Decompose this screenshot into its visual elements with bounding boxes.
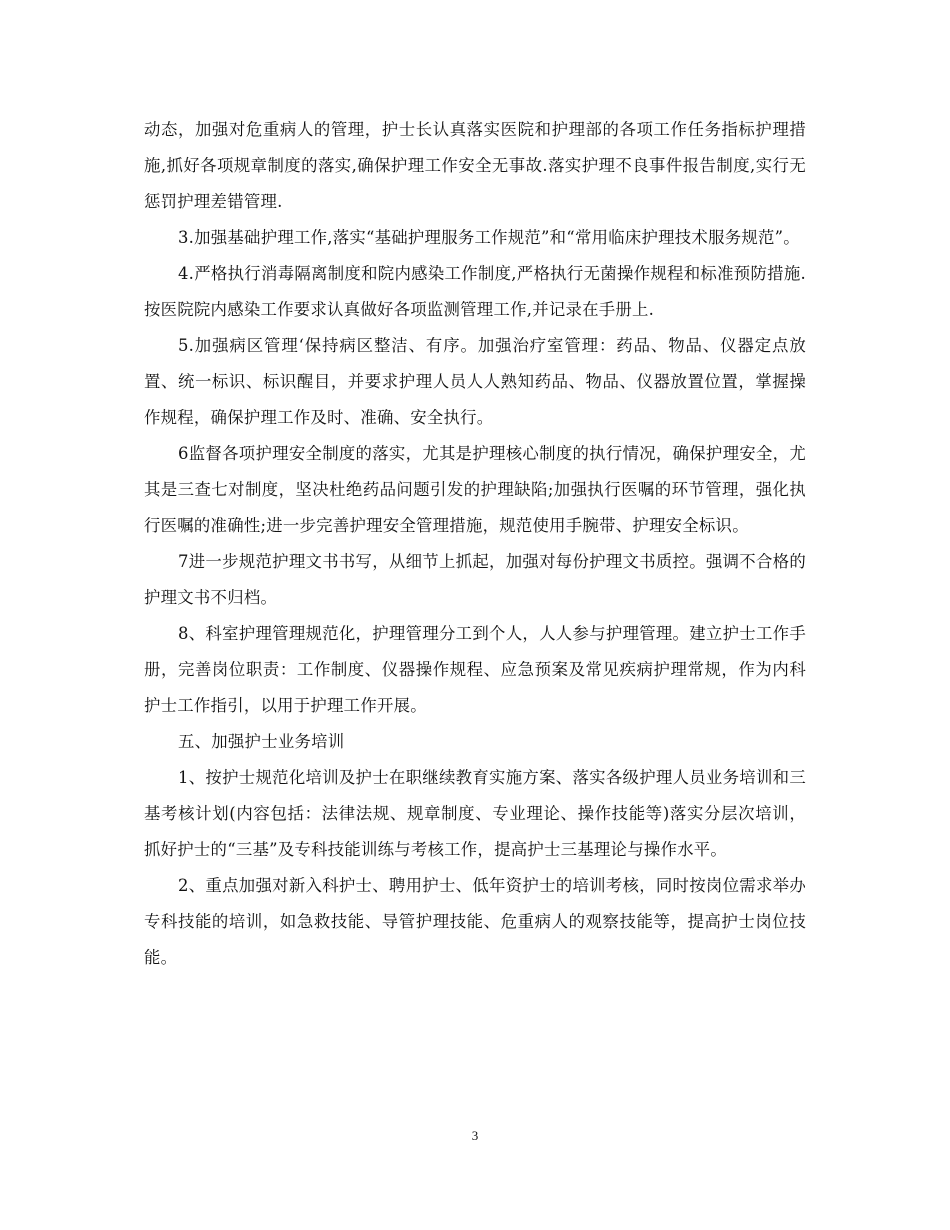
paragraph-item-3: 3.加强基础护理工作,落实“基础护理服务工作规范”和“常用临床护理技术服务规范”。 — [178, 228, 800, 247]
paragraph-item-6: 6监督各项护理安全制度的落实，尤其是护理核心制度的执行情况，确保护理安全，尤其是三查七对制度，坚决杜绝药品问题引发的护理缺陷;加强执行医嘱的环节管理，强化执行医嘱的准确性;进一步完善护理安全管理措施，规范使用手腕带、护理安全标识。 — [144, 444, 806, 535]
paragraph-item-5: 5.加强病区管理‘保持病区整洁、有序。加强治疗室管理：药品、物品、仪器定点放置、统一标识、标识醒目，并要求护理人员人人熟知药品、物品、仪器放置位置，掌握操作规程，确保护理工作及时、准确、安全执行。 — [144, 336, 806, 427]
paragraph-continuation: 动态，加强对危重病人的管理，护士长认真落实医院和护理部的各项工作任务指标护理措施,抓好各项规章制度的落实,确保护理工作安全无事故.落实护理不良事件报告制度,实行无惩罚护理差错管理. — [144, 120, 806, 211]
paragraph-item-7: 7进一步规范护理文书书写，从细节上抓起，加强对每份护理文书质控。强调不合格的护理文书不归档。 — [144, 552, 806, 607]
section-heading: 五、加强护士业务培训 — [178, 732, 345, 751]
document-body — [144, 112, 806, 976]
paragraph-training-2: 2、重点加强对新入科护士、聘用护士、低年资护士的培训考核，同时按岗位需求举办专科技能的培训，如急救技能、导管护理技能、危重病人的观察技能等，提高护士岗位技能。 — [144, 876, 806, 967]
page-number: 3 — [471, 1128, 479, 1143]
paragraph-item-8: 8、科室护理管理规范化，护理管理分工到个人，人人参与护理管理。建立护士工作手册，完善岗位职责：工作制度、仪器操作规程、应急预案及常见疾病护理常规，作为内科护士工作指引，以用于护理工作开展。 — [144, 624, 806, 715]
paragraph-item-4: 4.严格执行消毒隔离制度和院内感染工作制度,严格执行无菌操作规程和标准预防措施.按医院院内感染工作要求认真做好各项监测管理工作,并记录在手册上. — [144, 264, 806, 319]
paragraph-training-1: 1、按护士规范化培训及护士在职继续教育实施方案、落实各级护理人员业务培训和三基考核计划(内容包括：法律法规、规章制度、专业理论、操作技能等)落实分层次培训，抓好护士的“三基”及专科技能训练与考核工作，提高护士三基理论与操作水平。 — [144, 768, 806, 859]
